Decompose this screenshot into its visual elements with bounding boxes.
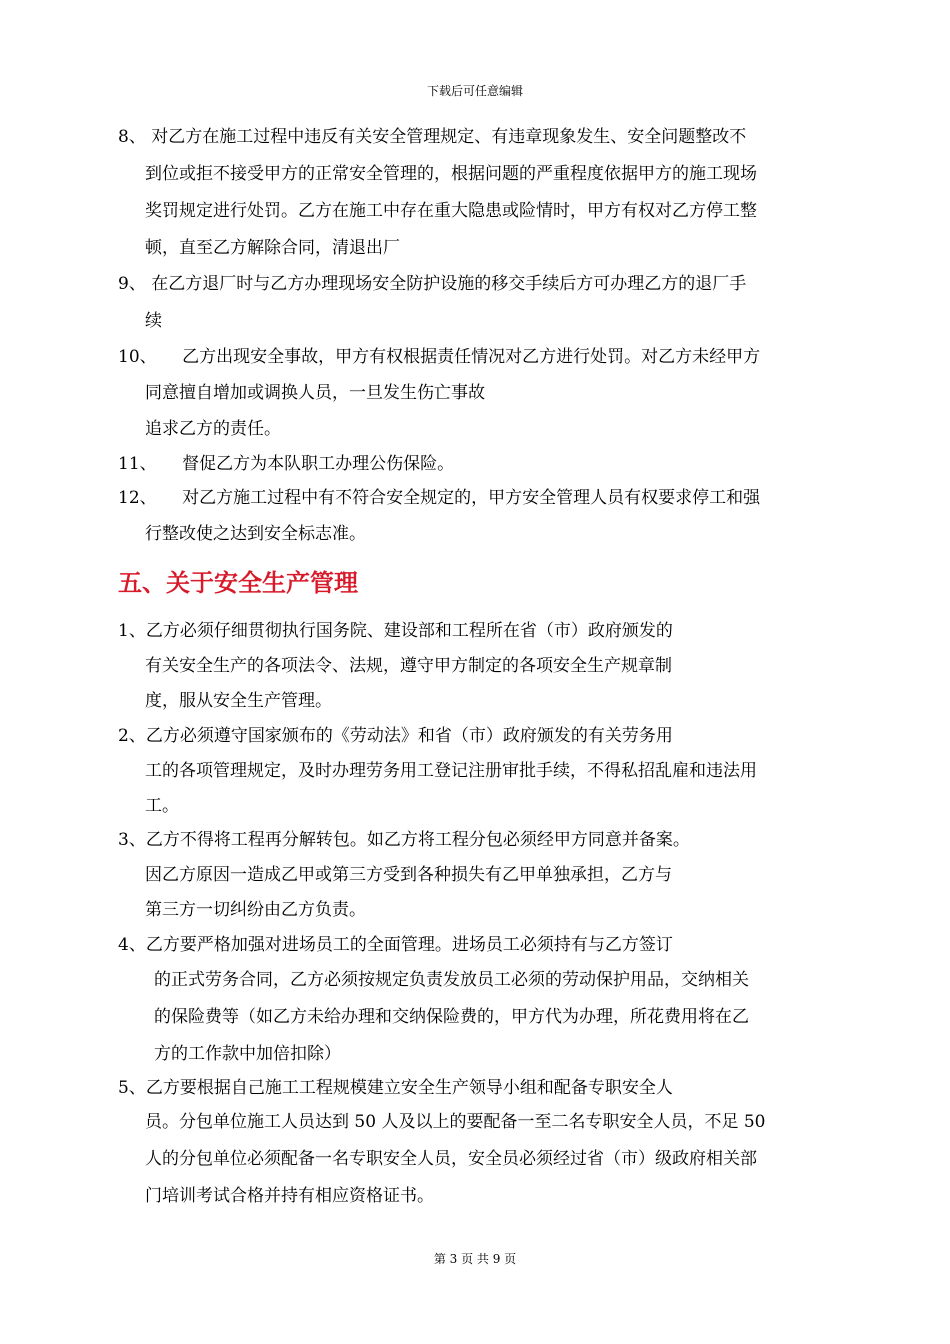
item-b2-line-1: 2、乙方必须遵守国家颁布的《劳动法》和省（市）政府颁发的有关劳务用 <box>118 726 673 746</box>
item-b1-line-2: 有关安全生产的各项法令、法规，遵守甲方制定的各项安全生产规章制 <box>145 656 672 676</box>
item-b4-line-1: 4、乙方要严格加强对进场员工的全面管理。进场员工必须持有与乙方签订 <box>118 935 673 955</box>
item-b5-line-1: 5、乙方要根据自己施工工程规模建立安全生产领导小组和配备专职安全人 <box>118 1078 673 1098</box>
item-b5-line-4: 门培训考试合格并持有相应资格证书。 <box>145 1186 434 1206</box>
item-8-line-1: 8、 对乙方在施工过程中违反有关安全管理规定、有违章现象发生、安全问题整改不 <box>118 127 747 147</box>
item-8-line-2: 到位或拒不接受甲方的正常安全管理的，根据问题的严重程度依据甲方的施工现场 <box>145 164 757 184</box>
item-b4-line-2: 的正式劳务合同，乙方必须按规定负责发放员工必须的劳动保护用品，交纳相关 <box>154 970 749 990</box>
section-heading: 五、关于安全生产管理 <box>118 569 358 597</box>
item-12-line-2: 行整改使之达到安全标志准。 <box>145 524 366 544</box>
item-b2-line-2: 工的各项管理规定，及时办理劳务用工登记注册审批手续，不得私招乱雇和违法用 <box>145 761 757 781</box>
item-12-line-1: 12、 对乙方施工过程中有不符合安全规定的，甲方安全管理人员有权要求停工和强 <box>118 488 761 508</box>
item-b3-line-2: 因乙方原因一造成乙甲或第三方受到各种损失有乙甲单独承担，乙方与 <box>145 865 672 885</box>
item-8-line-4: 顿，直至乙方解除合同，清退出厂 <box>145 238 400 258</box>
page-footer: 第 3 页 共 9 页 <box>433 1252 517 1266</box>
item-b3-line-1: 3、乙方不得将工程再分解转包。如乙方将工程分包必须经甲方同意并备案。 <box>118 830 690 850</box>
item-b2-line-3: 工。 <box>145 796 179 816</box>
item-10-line-3: 追求乙方的责任。 <box>145 419 281 439</box>
item-8-line-3: 奖罚规定进行处罚。乙方在施工中存在重大隐患或险情时，甲方有权对乙方停工整 <box>145 201 757 221</box>
item-9-line-2: 续 <box>145 311 162 331</box>
item-9-line-1: 9、 在乙方退厂时与乙方办理现场安全防护设施的移交手续后方可办理乙方的退厂手 <box>118 274 747 294</box>
item-b5-line-3: 人的分包单位必须配备一名专职安全人员，安全员必须经过省（市）级政府相关部 <box>145 1149 757 1169</box>
item-11-line-1: 11、 督促乙方为本队职工办理公伤保险。 <box>118 454 455 474</box>
page-header: 下载后可任意编辑 <box>426 84 523 98</box>
item-10-line-2: 同意擅自增加或调换人员，一旦发生伤亡事故 <box>145 383 485 403</box>
item-b1-line-3: 度，服从安全生产管理。 <box>145 691 332 711</box>
item-b4-line-3: 的保险费等（如乙方未给办理和交纳保险费的，甲方代为办理，所花费用将在乙 <box>154 1007 749 1027</box>
item-b1-line-1: 1、乙方必须仔细贯彻执行国务院、建设部和工程所在省（市）政府颁发的 <box>118 621 673 641</box>
item-10-line-1: 10、 乙方出现安全事故，甲方有权根据责任情况对乙方进行处罚。对乙方未经甲方 <box>118 347 761 367</box>
item-b5-line-2: 员。分包单位施工人员达到 50 人及以上的要配备一至二名专职安全人员，不足 50 <box>145 1112 766 1132</box>
item-b4-line-4: 方的工作款中加倍扣除） <box>154 1044 341 1064</box>
item-b3-line-3: 第三方一切纠纷由乙方负责。 <box>145 900 366 920</box>
